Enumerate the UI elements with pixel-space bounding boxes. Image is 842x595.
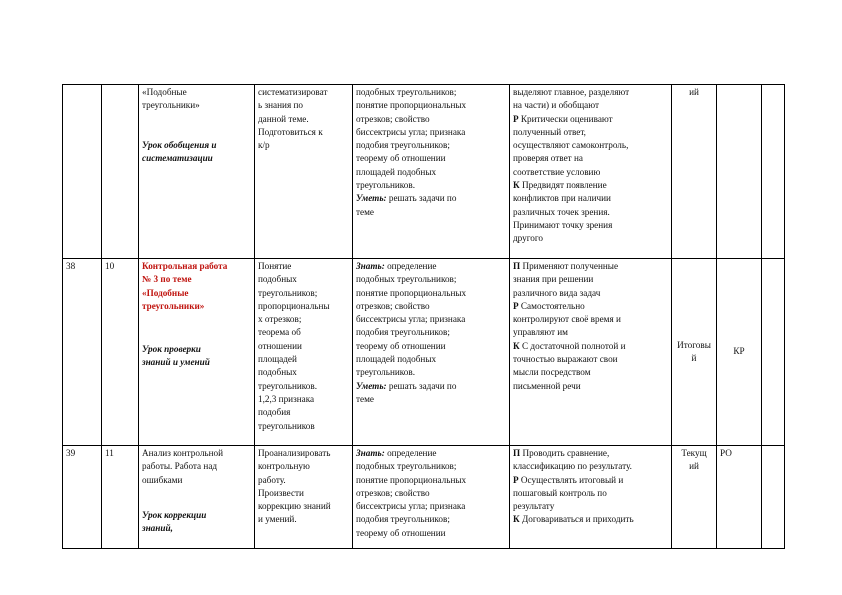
- lesson-type-line: Урок проверки: [142, 344, 201, 355]
- concepts-line: подобных: [258, 274, 297, 285]
- uud-text: Договариваться и приходить: [519, 514, 634, 525]
- uud-line: конфликтов при наличии: [513, 193, 611, 204]
- concepts-line: треугольников.: [258, 380, 318, 391]
- uud-line: различных точек зрения.: [513, 206, 610, 217]
- uud-line: знания при решении: [513, 274, 594, 285]
- uud-cell: [510, 446, 672, 549]
- uud-text: Применяют полученные: [520, 261, 619, 271]
- form-cell: КР: [717, 259, 762, 446]
- know-line: подобия треугольников;: [356, 327, 450, 338]
- know-line: теорему об отношении: [356, 340, 446, 351]
- form-cell: [717, 85, 762, 259]
- concepts-cell: [255, 446, 353, 549]
- lesson-plan-table: [62, 84, 785, 549]
- know-line: [356, 447, 506, 460]
- uud-line: точностью выражают свои: [513, 354, 618, 365]
- lesson-subnumber-cell: 10: [102, 259, 139, 446]
- topic-line: треугольники»: [142, 300, 205, 311]
- know-line: отрезков; свойство: [356, 113, 430, 124]
- lesson-type-line: Урок обобщения и: [142, 139, 217, 150]
- concepts-line: площадей: [258, 354, 297, 365]
- know-line: биссектрисы угла; признака: [356, 126, 466, 137]
- know-line: площадей подобных: [356, 166, 437, 177]
- know-line: понятие пропорциональных: [356, 100, 467, 111]
- concepts-line: Понятие: [258, 261, 292, 271]
- know-line: биссектрисы угла; признака: [356, 501, 466, 512]
- know-line: теорему об отношении: [356, 527, 446, 538]
- extra-cell: [762, 446, 785, 549]
- know-line: отрезков; свойство: [356, 300, 430, 311]
- uud-line: классификацию по результату.: [513, 461, 632, 472]
- concepts-line: данной теме.: [258, 113, 309, 124]
- lesson-subnumber-cell: 11: [102, 446, 139, 549]
- table-row: [63, 85, 785, 259]
- control-line: Текущ: [681, 448, 707, 458]
- topic-line: «Подобные: [142, 87, 187, 97]
- uud-line: Принимают точку зрения: [513, 219, 613, 230]
- lesson-number-cell: 38: [63, 259, 102, 446]
- uud-letter: Р: [513, 474, 519, 485]
- uud-line: [513, 340, 668, 353]
- know-line: треугольников.: [356, 367, 416, 378]
- concepts-line: ь знания по: [258, 100, 303, 111]
- uud-line: [513, 113, 668, 126]
- control-cell: ий: [672, 85, 717, 259]
- know-label: Знать:: [356, 261, 385, 271]
- uud-letter: К: [513, 514, 520, 525]
- uud-line: проверяя ответ на: [513, 153, 583, 164]
- topic-cell: [139, 85, 255, 259]
- control-cell: [672, 446, 717, 549]
- uud-line: полученный ответ,: [513, 126, 586, 137]
- uud-text: Самостоятельно: [518, 300, 585, 311]
- concepts-line: Произвести: [258, 487, 304, 498]
- lesson-type-line: знаний,: [142, 523, 173, 534]
- uud-line: [513, 179, 668, 192]
- know-line: отрезков; свойство: [356, 487, 430, 498]
- lesson-type-line: знаний и умений: [142, 357, 210, 368]
- know-line: подобия треугольников;: [356, 140, 450, 151]
- table-row: [63, 446, 785, 549]
- know-line: теорему об отношении: [356, 153, 446, 164]
- know-line: подобия треугольников;: [356, 514, 450, 525]
- concepts-line: контрольную: [258, 461, 310, 472]
- uud-letter: П: [513, 448, 521, 458]
- concepts-line: работу.: [258, 474, 286, 485]
- concepts-cell: [255, 85, 353, 259]
- uud-cell: [510, 85, 672, 259]
- uud-line: результату: [513, 501, 555, 512]
- skill-line: теме: [356, 393, 374, 404]
- uud-cell: [510, 259, 672, 446]
- skill-line: [356, 380, 506, 393]
- topic-line: треугольники»: [142, 100, 200, 111]
- uud-text: Предвидят появление: [519, 180, 607, 191]
- uud-letter: Р: [513, 300, 519, 311]
- outcomes-cell: [353, 85, 510, 259]
- form-cell: РО: [717, 446, 762, 549]
- uud-letter: Р: [513, 113, 519, 124]
- uud-line: пошаговый контроль по: [513, 487, 607, 498]
- uud-line: [513, 260, 668, 273]
- concepts-cell: [255, 259, 353, 446]
- uud-line: управляют им: [513, 327, 568, 338]
- table-row: [63, 259, 785, 446]
- topic-line: ошибками: [142, 474, 183, 485]
- know-line: понятие пропорциональных: [356, 287, 467, 298]
- topic-line: Анализ контрольной: [142, 448, 224, 458]
- lesson-type-line: Урок коррекции: [142, 509, 207, 520]
- concepts-line: пропорциональны: [258, 300, 330, 311]
- know-text: определение: [384, 261, 437, 271]
- concepts-line: подобия: [258, 407, 291, 418]
- concepts-line: отношении: [258, 340, 302, 351]
- know-text: определение: [384, 448, 437, 458]
- topic-line: № 3 по теме: [142, 274, 192, 285]
- know-line: площадей подобных: [356, 354, 437, 365]
- uud-text: Осуществлять итоговый и: [518, 474, 624, 485]
- concepts-line: 1,2,3 признака: [258, 393, 315, 404]
- skill-label: Уметь:: [356, 193, 387, 204]
- control-line: ий: [689, 461, 699, 472]
- uud-letter: К: [513, 340, 520, 351]
- know-line: подобных треугольников;: [356, 274, 457, 285]
- uud-line: письменной речи: [513, 380, 581, 391]
- concepts-line: Проанализировать: [258, 448, 331, 458]
- uud-text: С достаточной полнотой и: [519, 340, 626, 351]
- concepts-line: и умений.: [258, 514, 297, 525]
- topic-line: «Подобные: [142, 287, 189, 298]
- uud-line: [513, 474, 668, 487]
- concepts-line: х отрезков;: [258, 314, 302, 325]
- control-cell: [672, 259, 717, 446]
- uud-line: выделяют главное, разделяют: [513, 87, 630, 97]
- skill-text: решать задачи по: [386, 380, 457, 391]
- control-line: Итоговы: [677, 339, 711, 350]
- extra-cell: [762, 85, 785, 259]
- uud-line: на части) и обобщают: [513, 100, 600, 111]
- concepts-line: к/р: [258, 140, 270, 151]
- uud-line: мысли посредством: [513, 367, 591, 378]
- uud-line: соответствие условию: [513, 166, 601, 177]
- concepts-line: коррекцию знаний: [258, 501, 331, 512]
- extra-cell: [762, 259, 785, 446]
- skill-line: [356, 192, 506, 205]
- lesson-subnumber-cell: [102, 85, 139, 259]
- know-line: треугольников.: [356, 180, 416, 191]
- concepts-line: треугольников: [258, 420, 315, 431]
- concepts-line: подобных: [258, 367, 297, 378]
- topic-line: работы. Работа над: [142, 461, 218, 472]
- uud-text: Проводить сравнение,: [520, 448, 610, 458]
- uud-letter: П: [513, 261, 521, 271]
- control-line: й: [691, 353, 697, 363]
- concepts-line: систематизироват: [258, 87, 328, 97]
- know-line: [356, 260, 506, 273]
- uud-line: [513, 300, 668, 313]
- know-line: биссектрисы угла; признака: [356, 314, 466, 325]
- know-line: подобных треугольников;: [356, 461, 457, 472]
- skill-line: теме: [356, 206, 374, 217]
- concepts-line: треугольников;: [258, 287, 318, 298]
- concepts-line: Подготовиться к: [258, 126, 323, 137]
- skill-text: решать задачи по: [386, 193, 457, 204]
- outcomes-cell: [353, 259, 510, 446]
- know-line: подобных треугольников;: [356, 87, 457, 97]
- know-label: Знать:: [356, 448, 385, 458]
- uud-line: [513, 447, 668, 460]
- lesson-type-line: систематизации: [142, 152, 213, 163]
- lesson-number-cell: 39: [63, 446, 102, 549]
- uud-line: контролируют своё время и: [513, 314, 621, 325]
- uud-line: различного вида задач: [513, 287, 601, 298]
- skill-label: Уметь:: [356, 380, 387, 391]
- topic-cell: [139, 259, 255, 446]
- uud-line: [513, 513, 668, 526]
- uud-text: Критически оценивают: [518, 113, 613, 124]
- topic-line: Контрольная работа: [142, 261, 228, 271]
- uud-line: осуществляют самоконтроль,: [513, 140, 629, 151]
- outcomes-cell: [353, 446, 510, 549]
- uud-letter: К: [513, 180, 520, 191]
- lesson-number-cell: [63, 85, 102, 259]
- uud-line: другого: [513, 233, 544, 244]
- know-line: понятие пропорциональных: [356, 474, 467, 485]
- topic-cell: [139, 446, 255, 549]
- concepts-line: теорема об: [258, 327, 301, 338]
